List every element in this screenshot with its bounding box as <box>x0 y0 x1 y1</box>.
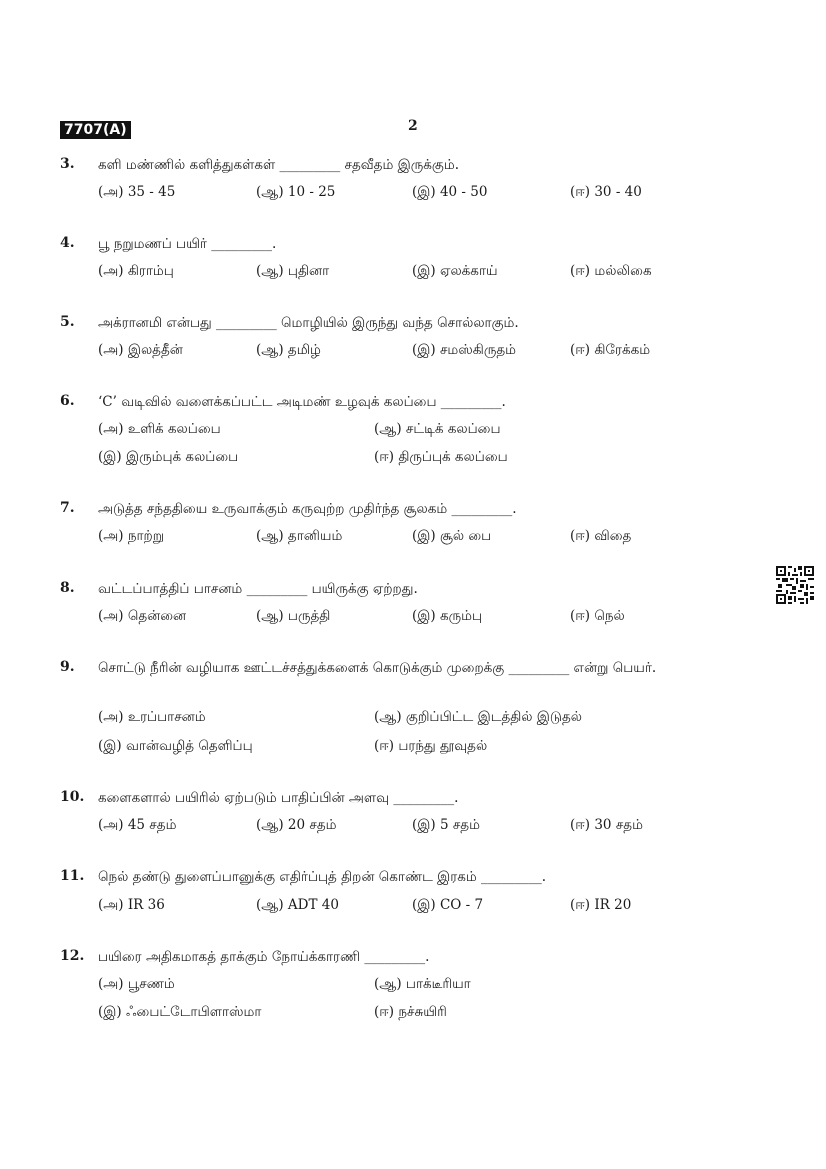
option-c: (இ) ஃபைட்டோபிளாஸ்மா <box>98 1004 262 1020</box>
question-number: 11. <box>60 868 85 884</box>
option-a: (அ) IR 36 <box>98 897 165 913</box>
option-c: (இ) 40 - 50 <box>412 184 488 200</box>
option-b: (ஆ) பருத்தி <box>256 608 331 624</box>
question-text: பூ நறுமணப் பயிர் _________. <box>98 236 277 252</box>
option-c: (இ) வான்வழித் தெளிப்பு <box>98 738 253 754</box>
option-d: (ஈ) நெல் <box>570 608 625 624</box>
question-text: சொட்டு நீரின் வழியாக ஊட்டச்சத்துக்களைக் கொடுக்கும் முறைக்கு _________ என்று பெயர். <box>98 660 657 676</box>
option-c: (இ) 5 சதம் <box>412 817 480 833</box>
option-a: (அ) இலத்தீன் <box>98 342 183 358</box>
option-b: (ஆ) புதினா <box>256 263 330 279</box>
option-c: (இ) சூல் பை <box>412 528 492 544</box>
question-text: நெல் தண்டு துளைப்பானுக்கு எதிர்ப்புத் திறன் கொண்ட இரகம் _________. <box>98 869 547 885</box>
option-c: (இ) கரும்பு <box>412 608 483 624</box>
option-d: (ஈ) திருப்புக் கலப்பை <box>374 449 508 465</box>
question-number: 7. <box>60 500 75 516</box>
option-d: (ஈ) IR 20 <box>570 897 632 913</box>
option-d: (ஈ) விதை <box>570 528 632 544</box>
page-number: 2 <box>408 118 418 134</box>
option-b: (ஆ) 10 - 25 <box>256 184 336 200</box>
question-number: 5. <box>60 314 75 330</box>
option-d: (ஈ) நச்சுயிரி <box>374 1004 447 1020</box>
option-c: (இ) CO - 7 <box>412 897 484 913</box>
option-c: (இ) ஏலக்காய் <box>412 263 498 279</box>
option-d: (ஈ) 30 சதம் <box>570 817 643 833</box>
option-d: (ஈ) மல்லிகை <box>570 263 652 279</box>
option-b: (ஆ) ADT 40 <box>256 897 339 913</box>
question-number: 3. <box>60 156 75 172</box>
option-d: (ஈ) கிரேக்கம் <box>570 342 651 358</box>
option-b: (ஆ) தமிழ் <box>256 342 321 358</box>
option-b: (ஆ) பாக்டீரியா <box>374 976 471 992</box>
option-d: (ஈ) 30 - 40 <box>570 184 642 200</box>
question-number: 6. <box>60 393 75 409</box>
question-number: 9. <box>60 659 75 675</box>
qr-code-icon <box>776 566 814 604</box>
paper-code: 7707(A) <box>60 121 131 139</box>
option-a: (அ) 35 - 45 <box>98 184 176 200</box>
option-a: (அ) உளிக் கலப்பை <box>98 421 221 437</box>
option-b: (ஆ) குறிப்பிட்ட இடத்தில் இடுதல் <box>374 709 582 725</box>
option-a: (அ) நாற்று <box>98 528 165 544</box>
question-text: ‘C’ வடிவில் வளைக்கப்பட்ட அடிமண் உழவுக் கலப்பை _________. <box>98 394 506 410</box>
question-text: அக்ரானமி என்பது _________ மொழியில் இருந்து வந்த சொல்லாகும். <box>98 315 519 331</box>
question-text: களி மண்ணில் களித்துகள்கள் _________ சதவீதம் இருக்கும். <box>98 157 459 173</box>
option-a: (அ) கிராம்பு <box>98 263 174 279</box>
question-number: 12. <box>60 948 85 964</box>
option-a: (அ) பூசணம் <box>98 976 175 992</box>
option-b: (ஆ) தானியம் <box>256 528 343 544</box>
option-c: (இ) இரும்புக் கலப்பை <box>98 449 239 465</box>
option-d: (ஈ) பரந்து தூவுதல் <box>374 738 488 754</box>
option-a: (அ) உரப்பாசனம் <box>98 709 206 725</box>
question-text: அடுத்த சந்ததியை உருவாக்கும் கருவுற்ற முதிர்ந்த சூலகம் _________. <box>98 501 517 517</box>
question-text: வட்டப்பாத்திப் பாசனம் _________ பயிருக்கு ஏற்றது. <box>98 581 418 597</box>
question-text: பயிரை அதிகமாகத் தாக்கும் நோய்க்காரணி _________. <box>98 949 430 965</box>
option-b: (ஆ) சட்டிக் கலப்பை <box>374 421 501 437</box>
option-a: (அ) 45 சதம் <box>98 817 177 833</box>
option-a: (அ) தென்னை <box>98 608 187 624</box>
question-text: களைகளால் பயிரில் ஏற்படும் பாதிப்பின் அளவு _________. <box>98 790 459 806</box>
option-b: (ஆ) 20 சதம் <box>256 817 337 833</box>
question-number: 10. <box>60 789 85 805</box>
question-number: 8. <box>60 580 75 596</box>
option-c: (இ) சமஸ்கிருதம் <box>412 342 517 358</box>
question-number: 4. <box>60 235 75 251</box>
